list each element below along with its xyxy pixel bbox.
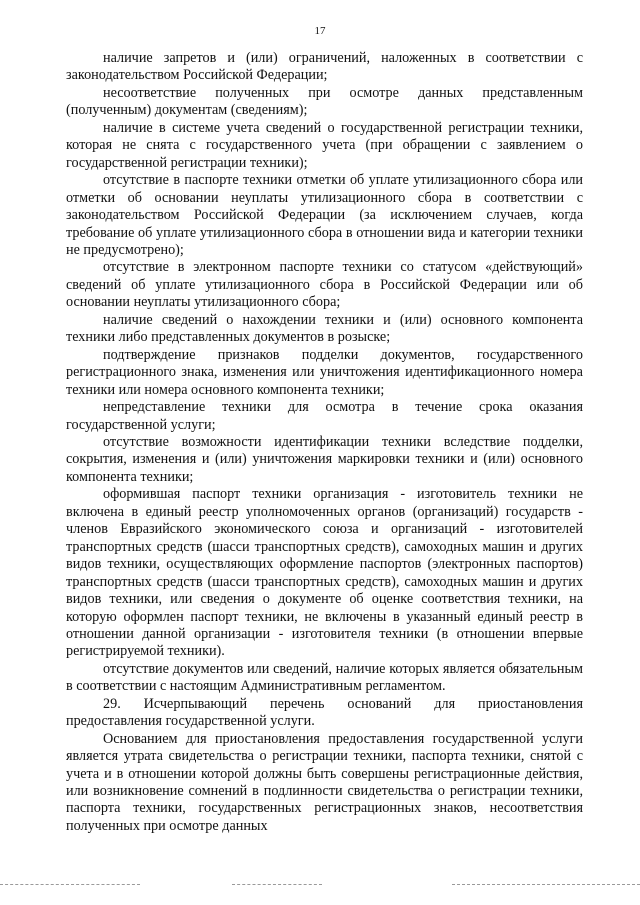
paragraph: наличие сведений о нахождении техники и (или) основного компонента техники либо представленных документов в розыске;	[66, 311, 583, 346]
paragraph: несоответствие полученных при осмотре данных представленным (полученным) документам (сведениям);	[66, 84, 583, 119]
paragraph: отсутствие возможности идентификации техники вследствие подделки, сокрытия, изменения и (или) уничтожения маркировки техники и (или) основного компонента техники;	[66, 433, 583, 485]
paragraph: Основанием для приостановления предоставления государственной услуги является утрата свидетельства о регистрации техники, паспорта техники, снятой с учета и в отношении которой должны быть совершены регистрационные действия, или возникновение сомнений в подлинности свидетельства о регистрации техники, паспорта техники, государственных регистрационных знаков, несоответствия полученных при осмотре данных	[66, 730, 583, 834]
paragraph: отсутствие документов или сведений, наличие которых является обязательным в соответствии с настоящим Административным регламентом.	[66, 660, 583, 695]
paragraph: подтверждение признаков подделки документов, государственного регистрационного знака, изменения или уничтожения идентификационного номера техники или номера основного компонента техники;	[66, 346, 583, 398]
scan-artifact-line	[232, 884, 322, 885]
paragraph: наличие запретов и (или) ограничений, наложенных в соответствии с законодательством Российской Федерации;	[66, 50, 583, 84]
document-body	[66, 50, 583, 835]
section-heading-29: 29. Исчерпывающий перечень оснований для приостановления предоставления государственной услуги.	[66, 695, 583, 730]
paragraph: оформившая паспорт техники организация - изготовитель техники не включена в единый реестр уполномоченных органов (организаций) государств - членов Евразийского экономического союза и организаций - изготовителей транспортных средств (шасси транспортных средств), самоходных машин и других видов техники, осуществляющих оформление паспортов (электронных паспортов) транспортных средств (шасси транспортных средств), самоходных машин и других видов техники, или сведения о документе об оценке соответствия техники, на которую оформлен паспорт техники, не включены в указанный единый реестр в отношении данной организации - изготовителя техники (в отношении впервые регистрируемой техники).	[66, 486, 583, 660]
page-number: 17	[314, 25, 326, 37]
paragraph: отсутствие в электронном паспорте техники со статусом «действующий» сведений об уплате утилизационного сбора в Российской Федерации или об основании неуплаты утилизационного сбора;	[66, 259, 583, 311]
scan-artifact-lines	[0, 884, 640, 892]
scan-artifact-line	[0, 884, 140, 885]
scan-artifact-line	[452, 884, 640, 885]
paragraph: наличие в системе учета сведений о государственной регистрации техники, которая не снята с государственного учета (при обращении с заявлением о государственной регистрации техники);	[66, 119, 583, 171]
paragraph: непредставление техники для осмотра в течение срока оказания государственной услуги;	[66, 399, 583, 433]
paragraph: отсутствие в паспорте техники отметки об уплате утилизационного сбора или отметки об основании неуплаты утилизационного сбора в соответствии с законодательством Российской Федерации (за исключением случаев, когда требование об уплате утилизационного сбора в отношении вида и категории техники не предусмотрено);	[66, 172, 583, 258]
